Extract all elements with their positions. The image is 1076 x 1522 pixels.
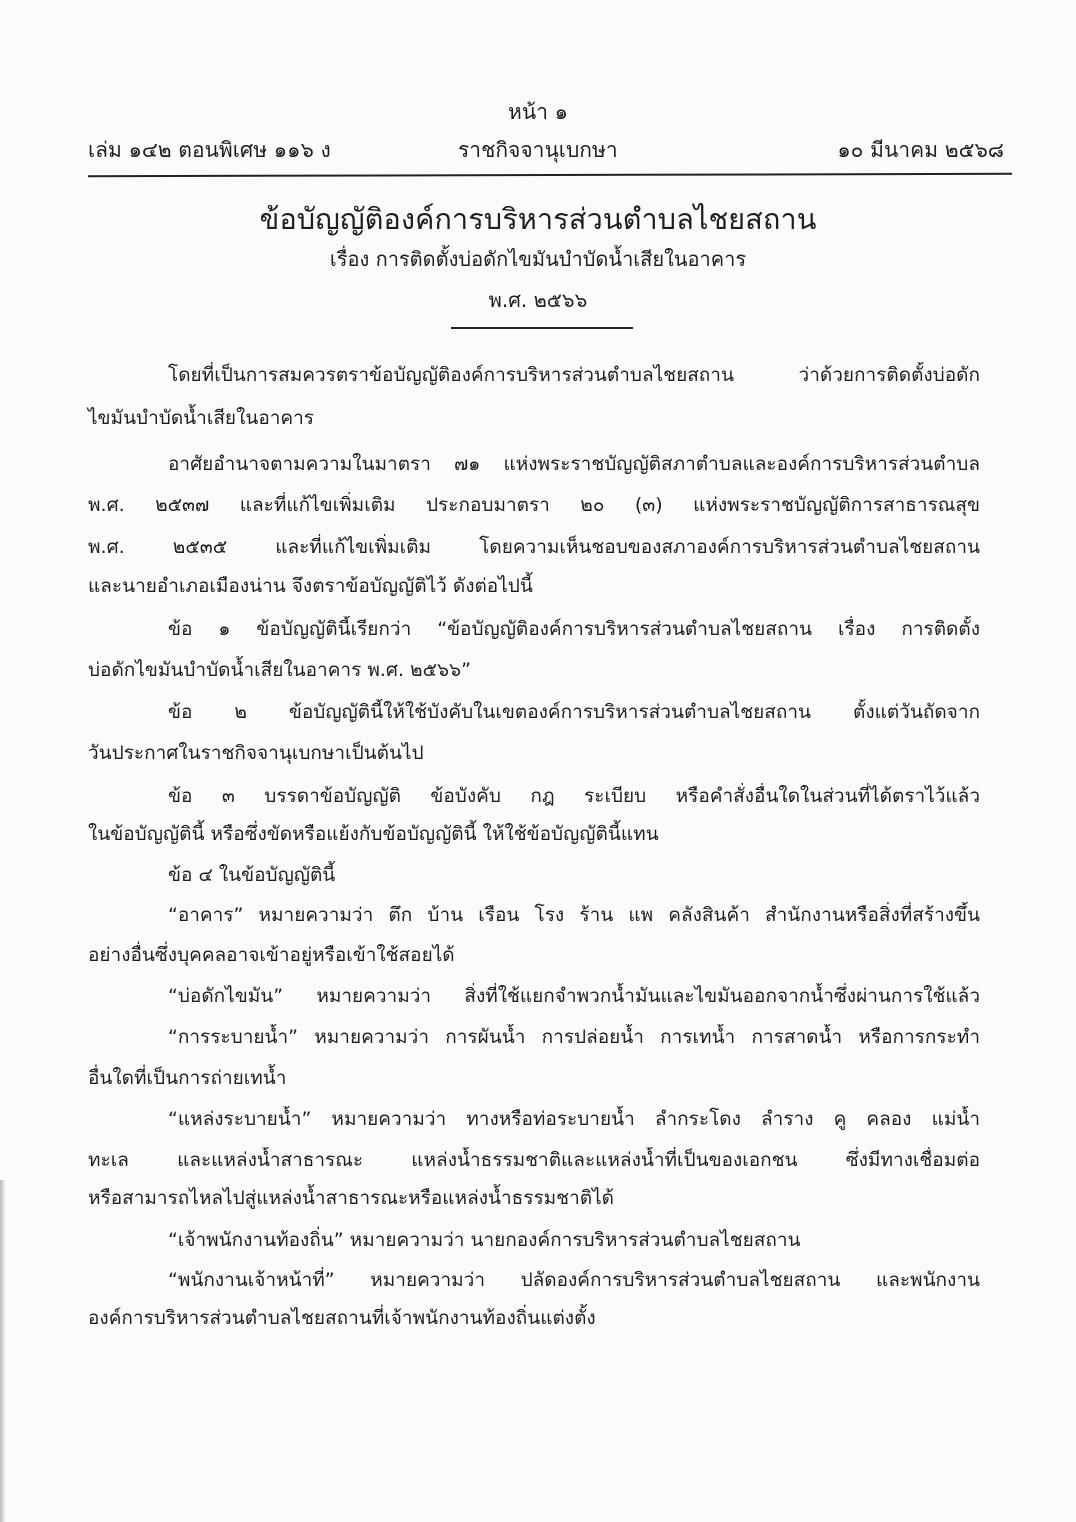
body-line: พ.ศ. ๒๕๓๕ และที่แก้ไขเพิ่มเติม โดยความเห็นชอบของสภาองค์การบริหารส่วนตำบลไชยสถาน: [88, 536, 980, 558]
gazette-volume: เล่ม ๑๔๒ ตอนพิเศษ ๑๑๖ ง: [88, 138, 331, 162]
body-line: ข้อ ๓ บรรดาข้อบัญญัติ ข้อบังคับ กฎ ระเบียบ หรือคำสั่งอื่นใดในส่วนที่ได้ตราไว้แล้ว: [168, 785, 980, 807]
body-line: “การระบายน้ำ” หมายความว่า การผันน้ำ การปล่อยน้ำ การเทน้ำ การสาดน้ำ หรือการกระทำ: [168, 1026, 980, 1048]
body-line: ข้อ ๔ ในข้อบัญญัตินี้: [168, 864, 336, 886]
scan-edge-shadow: [0, 1180, 6, 1522]
body-line: หรือสามารถไหลไปสู่แหล่งน้ำสาธารณะหรือแหล่งน้ำธรรมชาติได้: [88, 1187, 614, 1209]
page-number: หน้า ๑: [508, 100, 568, 124]
body-line: โดยที่เป็นการสมควรตราข้อบัญญัติองค์การบริหารส่วนตำบลไชยสถาน ว่าด้วยการติดตั้งบ่อดัก: [168, 364, 980, 386]
body-line: ข้อ ๒ ข้อบัญญัตินี้ให้ใช้บังคับในเขตองค์การบริหารส่วนตำบลไชยสถาน ตั้งแต่วันถัดจาก: [168, 701, 980, 723]
body-line: ทะเล และแหล่งน้ำสาธารณะ แหล่งน้ำธรรมชาติและแหล่งน้ำที่เป็นของเอกชน ซึ่งมีทางเชื่อมต่อ: [88, 1149, 980, 1171]
body-line: วันประกาศในราชกิจจานุเบกษาเป็นต้นไป: [88, 742, 424, 764]
body-line: อาศัยอำนาจตามความในมาตรา ๗๑ แห่งพระราชบัญญัติสภาตำบลและองค์การบริหารส่วนตำบล: [168, 453, 980, 475]
body-line: “อาคาร” หมายความว่า ตึก บ้าน เรือน โรง ร้าน แพ คลังสินค้า สำนักงานหรือสิ่งที่สร้างขึ้น: [168, 904, 980, 926]
gazette-date: ๑๐ มีนาคม ๒๕๖๘: [837, 138, 1004, 162]
body-line: “แหล่งระบายน้ำ” หมายความว่า ทางหรือท่อระบายน้ำ ลำกระโดง ลำราง คู คลอง แม่น้ำ: [168, 1108, 980, 1130]
body-line: ไขมันบำบัดน้ำเสียในอาคาร: [88, 407, 314, 429]
body-line: “พนักงานเจ้าหน้าที่” หมายความว่า ปลัดองค์การบริหารส่วนตำบลไชยสถาน และพนักงาน: [168, 1269, 980, 1291]
body-line: บ่อดักไขมันบำบัดน้ำเสียในอาคาร พ.ศ. ๒๕๖๖”: [88, 659, 471, 681]
body-line: “เจ้าพนักงานท้องถิ่น” หมายความว่า นายกองค์การบริหารส่วนตำบลไชยสถาน: [168, 1229, 801, 1251]
gazette-name: ราชกิจจานุเบกษา: [458, 138, 618, 162]
body-line: พ.ศ. ๒๕๓๗ และที่แก้ไขเพิ่มเติม ประกอบมาตรา ๒๐ (๓) แห่งพระราชบัญญัติการสาธารณสุข: [88, 494, 980, 516]
document-subject: เรื่อง การติดตั้งบ่อดักไขมันบำบัดน้ำเสียในอาคาร: [329, 247, 747, 271]
body-line: อย่างอื่นซึ่งบุคคลอาจเข้าอยู่หรือเข้าใช้สอยได้: [88, 944, 455, 966]
title-divider: [451, 327, 633, 329]
header-divider: [88, 173, 1012, 177]
body-line: “บ่อดักไขมัน” หมายความว่า สิ่งที่ใช้แยกจำพวกน้ำมันและไขมันออกจากน้ำซึ่งผ่านการใช้แล้ว: [168, 985, 980, 1007]
document-title: ข้อบัญญัติองค์การบริหารส่วนตำบลไชยสถาน: [259, 202, 817, 236]
body-line: และนายอำเภอเมืองน่าน จึงตราข้อบัญญัติไว้ ดังต่อไปนี้: [88, 575, 533, 597]
document-year: พ.ศ. ๒๕๖๖: [488, 288, 588, 312]
body-line: อื่นใดที่เป็นการถ่ายเทน้ำ: [88, 1067, 287, 1089]
body-line: ข้อ ๑ ข้อบัญญัตินี้เรียกว่า “ข้อบัญญัติองค์การบริหารส่วนตำบลไชยสถาน เรื่อง การติดตั้ง: [168, 618, 980, 640]
body-line: องค์การบริหารส่วนตำบลไชยสถานที่เจ้าพนักงานท้องถิ่นแต่งตั้ง: [88, 1307, 596, 1329]
body-line: ในข้อบัญญัตินี้ หรือซึ่งขัดหรือแย้งกับข้อบัญญัตินี้ ให้ใช้ข้อบัญญัตินี้แทน: [88, 823, 659, 845]
